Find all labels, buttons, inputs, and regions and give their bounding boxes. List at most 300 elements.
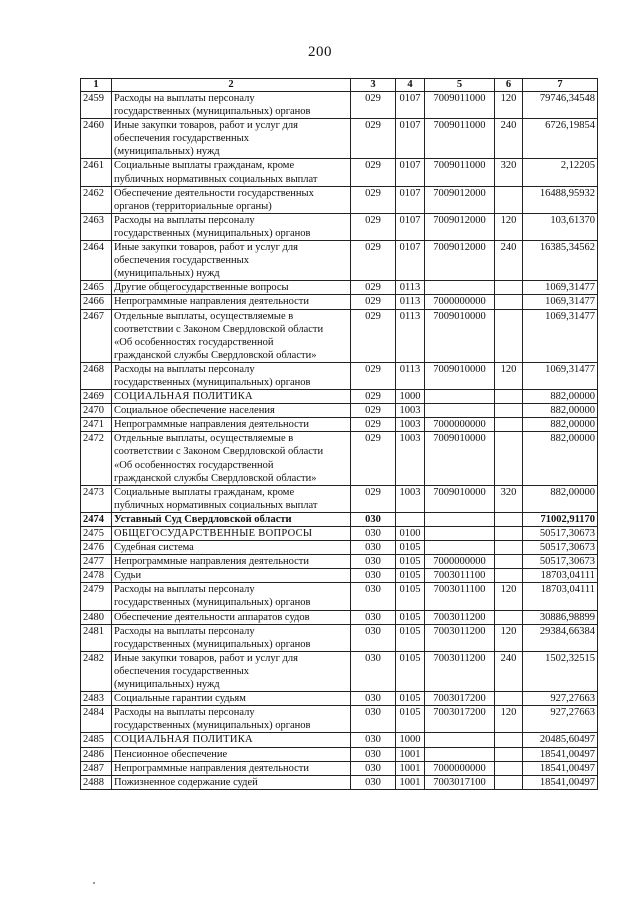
expense-type-code bbox=[495, 418, 523, 432]
row-number: 2472 bbox=[81, 432, 112, 485]
table-row bbox=[81, 706, 598, 733]
amount: 50517,30673 bbox=[523, 555, 598, 569]
description-line: Пенсионное обеспечение bbox=[114, 748, 228, 760]
description-line: государственных (муниципальных) органов bbox=[114, 597, 311, 609]
amount: 927,27663 bbox=[523, 692, 598, 706]
ministry-code: 030 bbox=[351, 775, 396, 789]
table-row bbox=[81, 527, 598, 541]
ministry-code: 029 bbox=[351, 241, 396, 281]
expense-type-code: 120 bbox=[495, 213, 523, 240]
table-row bbox=[81, 761, 598, 775]
target-article-code: 7009010000 bbox=[425, 362, 495, 389]
row-number: 2476 bbox=[81, 541, 112, 555]
section-code: 1000 bbox=[396, 733, 425, 747]
expense-type-code: 320 bbox=[495, 159, 523, 186]
header-col-5: 5 bbox=[425, 79, 495, 92]
description-line: Отдельные выплаты, осуществляемые в bbox=[114, 310, 294, 322]
ministry-code: 029 bbox=[351, 186, 396, 213]
header-col-7: 7 bbox=[523, 79, 598, 92]
ministry-code: 029 bbox=[351, 295, 396, 309]
row-description bbox=[112, 555, 351, 569]
section-code: 0107 bbox=[396, 241, 425, 281]
description-line: государственных (муниципальных) органов bbox=[114, 106, 311, 118]
row-description bbox=[112, 362, 351, 389]
ministry-code: 029 bbox=[351, 362, 396, 389]
section-code: 1003 bbox=[396, 404, 425, 418]
expense-type-code bbox=[495, 555, 523, 569]
target-article-code: 7003017100 bbox=[425, 775, 495, 789]
target-article-code: 7003017200 bbox=[425, 692, 495, 706]
table-row bbox=[81, 159, 598, 186]
description-line: Социальные выплаты гражданам, кроме bbox=[114, 486, 295, 498]
header-col-1: 1 bbox=[81, 79, 112, 92]
page-number: 200 bbox=[308, 44, 332, 60]
row-number: 2482 bbox=[81, 651, 112, 691]
table-row bbox=[81, 92, 598, 119]
row-description bbox=[112, 569, 351, 583]
ministry-code: 030 bbox=[351, 706, 396, 733]
row-number: 2465 bbox=[81, 281, 112, 295]
ministry-code: 029 bbox=[351, 432, 396, 485]
row-number: 2471 bbox=[81, 418, 112, 432]
section-code: 0107 bbox=[396, 186, 425, 213]
table-row bbox=[81, 432, 598, 485]
description-line: соответствии с Законом Свердловской области bbox=[114, 446, 324, 458]
table-row bbox=[81, 512, 598, 526]
target-article-code: 7003011100 bbox=[425, 583, 495, 610]
description-line: обеспечения государственных bbox=[114, 665, 249, 677]
target-article-code: 7009012000 bbox=[425, 241, 495, 281]
expense-type-code: 240 bbox=[495, 241, 523, 281]
row-description bbox=[112, 390, 351, 404]
row-description bbox=[112, 651, 351, 691]
ministry-code: 029 bbox=[351, 309, 396, 362]
section-code: 0105 bbox=[396, 651, 425, 691]
target-article-code bbox=[425, 747, 495, 761]
row-number: 2479 bbox=[81, 583, 112, 610]
description-line: обеспечения государственных bbox=[114, 255, 249, 267]
expense-type-code bbox=[495, 692, 523, 706]
target-article-code: 7009012000 bbox=[425, 213, 495, 240]
amount: 16385,34562 bbox=[523, 241, 598, 281]
ministry-code: 029 bbox=[351, 119, 396, 159]
row-description bbox=[112, 512, 351, 526]
row-description bbox=[112, 747, 351, 761]
row-number: 2462 bbox=[81, 186, 112, 213]
ministry-code: 030 bbox=[351, 541, 396, 555]
row-number: 2464 bbox=[81, 241, 112, 281]
row-number: 2486 bbox=[81, 747, 112, 761]
row-description bbox=[112, 541, 351, 555]
section-code: 0105 bbox=[396, 555, 425, 569]
expense-type-code bbox=[495, 309, 523, 362]
target-article-code bbox=[425, 541, 495, 555]
expense-type-code bbox=[495, 404, 523, 418]
description-line: Обеспечение деятельности государственных bbox=[114, 187, 314, 199]
description-line: Расходы на выплаты персоналу bbox=[114, 214, 255, 226]
table-row bbox=[81, 555, 598, 569]
target-article-code: 7003011200 bbox=[425, 610, 495, 624]
expense-type-code: 240 bbox=[495, 651, 523, 691]
description-line: (муниципальных) нужд bbox=[114, 679, 220, 691]
expense-type-code: 120 bbox=[495, 92, 523, 119]
table-row bbox=[81, 775, 598, 789]
amount: 18541,00497 bbox=[523, 761, 598, 775]
target-article-code bbox=[425, 527, 495, 541]
target-article-code: 7000000000 bbox=[425, 555, 495, 569]
section-code: 0113 bbox=[396, 295, 425, 309]
expense-type-code bbox=[495, 569, 523, 583]
ministry-code: 030 bbox=[351, 761, 396, 775]
description-line: СОЦИАЛЬНАЯ ПОЛИТИКА bbox=[114, 391, 253, 403]
target-article-code: 7009011000 bbox=[425, 92, 495, 119]
table-row bbox=[81, 651, 598, 691]
ministry-code: 029 bbox=[351, 213, 396, 240]
row-description bbox=[112, 761, 351, 775]
section-code: 0105 bbox=[396, 583, 425, 610]
row-description bbox=[112, 624, 351, 651]
table-row bbox=[81, 390, 598, 404]
ministry-code: 030 bbox=[351, 527, 396, 541]
target-article-code: 7000000000 bbox=[425, 295, 495, 309]
ministry-code: 029 bbox=[351, 485, 396, 512]
section-code: 0107 bbox=[396, 159, 425, 186]
amount: 18541,00497 bbox=[523, 747, 598, 761]
table-row bbox=[81, 747, 598, 761]
table-body bbox=[81, 92, 598, 790]
ministry-code: 030 bbox=[351, 692, 396, 706]
expense-type-code bbox=[495, 295, 523, 309]
amount: 18703,04111 bbox=[523, 569, 598, 583]
row-description bbox=[112, 485, 351, 512]
ministry-code: 029 bbox=[351, 281, 396, 295]
expense-type-code: 320 bbox=[495, 485, 523, 512]
amount: 2,12205 bbox=[523, 159, 598, 186]
section-code: 0105 bbox=[396, 624, 425, 651]
section-code: 1003 bbox=[396, 432, 425, 485]
description-line: ОБЩЕГОСУДАРСТВЕННЫЕ ВОПРОСЫ bbox=[114, 528, 313, 539]
description-line: Социальное обеспечение населения bbox=[114, 405, 275, 417]
ministry-code: 030 bbox=[351, 747, 396, 761]
amount: 30886,98899 bbox=[523, 610, 598, 624]
description-line: Расходы на выплаты персоналу bbox=[114, 584, 255, 596]
amount: 1069,31477 bbox=[523, 309, 598, 362]
description-line: государственных (муниципальных) органов bbox=[114, 720, 311, 732]
amount: 18703,04111 bbox=[523, 583, 598, 610]
expense-type-code bbox=[495, 747, 523, 761]
row-description bbox=[112, 733, 351, 747]
section-code: 0105 bbox=[396, 569, 425, 583]
amount: 29384,66384 bbox=[523, 624, 598, 651]
expense-type-code bbox=[495, 610, 523, 624]
amount: 927,27663 bbox=[523, 706, 598, 733]
table-row bbox=[81, 624, 598, 651]
row-number: 2475 bbox=[81, 527, 112, 541]
description-line: Расходы на выплаты персоналу bbox=[114, 93, 255, 104]
section-code bbox=[396, 512, 425, 526]
row-number: 2470 bbox=[81, 404, 112, 418]
table-row bbox=[81, 186, 598, 213]
row-number: 2461 bbox=[81, 159, 112, 186]
amount: 1069,31477 bbox=[523, 295, 598, 309]
row-description bbox=[112, 92, 351, 119]
expense-type-code bbox=[495, 390, 523, 404]
description-line: государственных (муниципальных) органов bbox=[114, 227, 311, 239]
table-row bbox=[81, 610, 598, 624]
row-description bbox=[112, 159, 351, 186]
row-number: 2474 bbox=[81, 512, 112, 526]
section-code: 0107 bbox=[396, 119, 425, 159]
row-number: 2477 bbox=[81, 555, 112, 569]
row-description bbox=[112, 186, 351, 213]
expense-type-code bbox=[495, 512, 523, 526]
section-code: 0105 bbox=[396, 541, 425, 555]
ministry-code: 030 bbox=[351, 555, 396, 569]
target-article-code: 7003017200 bbox=[425, 706, 495, 733]
description-line: (муниципальных) нужд bbox=[114, 146, 220, 158]
expense-type-code: 120 bbox=[495, 362, 523, 389]
row-number: 2481 bbox=[81, 624, 112, 651]
description-line: Иные закупки товаров, работ и услуг для bbox=[114, 120, 298, 132]
expense-type-code: 240 bbox=[495, 119, 523, 159]
expense-type-code bbox=[495, 432, 523, 485]
header-col-4: 4 bbox=[396, 79, 425, 92]
description-line: Судьи bbox=[114, 570, 142, 582]
ministry-code: 030 bbox=[351, 651, 396, 691]
row-description bbox=[112, 295, 351, 309]
row-description bbox=[112, 281, 351, 295]
description-line: публичных нормативных социальных выплат bbox=[114, 173, 318, 185]
ministry-code: 030 bbox=[351, 610, 396, 624]
amount: 50517,30673 bbox=[523, 527, 598, 541]
target-article-code: 7003011200 bbox=[425, 624, 495, 651]
description-line: органов (территориальные органы) bbox=[114, 200, 272, 212]
table-row bbox=[81, 213, 598, 240]
target-article-code: 7000000000 bbox=[425, 761, 495, 775]
ministry-code: 029 bbox=[351, 92, 396, 119]
table-row bbox=[81, 541, 598, 555]
target-article-code: 7009010000 bbox=[425, 485, 495, 512]
ministry-code: 029 bbox=[351, 418, 396, 432]
amount: 50517,30673 bbox=[523, 541, 598, 555]
budget-table bbox=[80, 78, 598, 790]
ministry-code: 030 bbox=[351, 583, 396, 610]
description-line: гражданской службы Свердловской области» bbox=[114, 349, 317, 361]
row-number: 2484 bbox=[81, 706, 112, 733]
description-line: Непрограммные направления деятельности bbox=[114, 419, 310, 431]
section-code: 1001 bbox=[396, 775, 425, 789]
amount: 1069,31477 bbox=[523, 362, 598, 389]
row-number: 2487 bbox=[81, 761, 112, 775]
row-description bbox=[112, 706, 351, 733]
table-row bbox=[81, 281, 598, 295]
row-number: 2473 bbox=[81, 485, 112, 512]
row-description bbox=[112, 775, 351, 789]
table-row bbox=[81, 583, 598, 610]
row-number: 2460 bbox=[81, 119, 112, 159]
amount: 1502,32515 bbox=[523, 651, 598, 691]
ministry-code: 029 bbox=[351, 390, 396, 404]
table-row bbox=[81, 733, 598, 747]
amount: 6726,19854 bbox=[523, 119, 598, 159]
row-description bbox=[112, 404, 351, 418]
description-line: обеспечения государственных bbox=[114, 133, 249, 145]
section-code: 0113 bbox=[396, 309, 425, 362]
description-line: гражданской службы Свердловской области» bbox=[114, 472, 317, 484]
amount: 103,61370 bbox=[523, 213, 598, 240]
table-row bbox=[81, 569, 598, 583]
amount: 882,00000 bbox=[523, 432, 598, 485]
row-description bbox=[112, 241, 351, 281]
description-line: Уставный Суд Свердловской области bbox=[114, 513, 292, 525]
row-number: 2469 bbox=[81, 390, 112, 404]
expense-type-code: 120 bbox=[495, 706, 523, 733]
ministry-code: 030 bbox=[351, 624, 396, 651]
section-code: 0113 bbox=[396, 281, 425, 295]
row-description bbox=[112, 527, 351, 541]
description-line: Иные закупки товаров, работ и услуг для bbox=[114, 652, 298, 664]
table-row bbox=[81, 295, 598, 309]
target-article-code: 7000000000 bbox=[425, 418, 495, 432]
amount: 18541,00497 bbox=[523, 775, 598, 789]
description-line: Непрограммные направления деятельности bbox=[114, 556, 310, 568]
table-row bbox=[81, 485, 598, 512]
target-article-code bbox=[425, 404, 495, 418]
section-code: 0105 bbox=[396, 692, 425, 706]
ministry-code: 030 bbox=[351, 512, 396, 526]
description-line: Отдельные выплаты, осуществляемые в bbox=[114, 433, 294, 445]
row-number: 2466 bbox=[81, 295, 112, 309]
row-description bbox=[112, 418, 351, 432]
ministry-code: 030 bbox=[351, 733, 396, 747]
target-article-code bbox=[425, 281, 495, 295]
target-article-code: 7003011100 bbox=[425, 569, 495, 583]
expense-type-code: 120 bbox=[495, 624, 523, 651]
section-code: 1001 bbox=[396, 747, 425, 761]
row-number: 2478 bbox=[81, 569, 112, 583]
amount: 1069,31477 bbox=[523, 281, 598, 295]
target-article-code bbox=[425, 512, 495, 526]
expense-type-code bbox=[495, 775, 523, 789]
target-article-code: 7009010000 bbox=[425, 309, 495, 362]
description-line: государственных (муниципальных) органов bbox=[114, 638, 311, 650]
description-line: Судебная система bbox=[114, 542, 194, 554]
description-line: публичных нормативных социальных выплат bbox=[114, 499, 318, 511]
description-line: Расходы на выплаты персоналу bbox=[114, 707, 255, 719]
description-line: Иные закупки товаров, работ и услуг для bbox=[114, 242, 298, 254]
expense-type-code bbox=[495, 541, 523, 555]
row-description bbox=[112, 309, 351, 362]
table-row bbox=[81, 404, 598, 418]
table-row bbox=[81, 309, 598, 362]
row-number: 2467 bbox=[81, 309, 112, 362]
section-code: 0105 bbox=[396, 610, 425, 624]
expense-type-code: 120 bbox=[495, 583, 523, 610]
section-code: 1000 bbox=[396, 390, 425, 404]
description-line: Расходы на выплаты персоналу bbox=[114, 625, 255, 637]
amount: 79746,34548 bbox=[523, 92, 598, 119]
table-row bbox=[81, 692, 598, 706]
table-row bbox=[81, 119, 598, 159]
table-row bbox=[81, 418, 598, 432]
row-description bbox=[112, 692, 351, 706]
header-col-6: 6 bbox=[495, 79, 523, 92]
amount: 20485,60497 bbox=[523, 733, 598, 747]
row-description bbox=[112, 583, 351, 610]
section-code: 1003 bbox=[396, 418, 425, 432]
description-line: Непрограммные направления деятельности bbox=[114, 762, 310, 774]
row-number: 2459 bbox=[81, 92, 112, 119]
header-col-2: 2 bbox=[112, 79, 351, 92]
row-description bbox=[112, 610, 351, 624]
amount: 882,00000 bbox=[523, 485, 598, 512]
expense-type-code bbox=[495, 527, 523, 541]
target-article-code: 7003011200 bbox=[425, 651, 495, 691]
scan-speck bbox=[93, 882, 95, 884]
description-line: СОЦИАЛЬНАЯ ПОЛИТИКА bbox=[114, 734, 253, 746]
section-code: 0107 bbox=[396, 213, 425, 240]
row-number: 2485 bbox=[81, 733, 112, 747]
section-code: 0113 bbox=[396, 362, 425, 389]
description-line: Другие общегосударственные вопросы bbox=[114, 282, 289, 294]
description-line: (муниципальных) нужд bbox=[114, 268, 220, 280]
description-line: государственных (муниципальных) органов bbox=[114, 376, 311, 388]
description-line: Расходы на выплаты персоналу bbox=[114, 363, 255, 375]
row-number: 2463 bbox=[81, 213, 112, 240]
expense-type-code bbox=[495, 761, 523, 775]
section-code: 0105 bbox=[396, 706, 425, 733]
target-article-code: 7009011000 bbox=[425, 159, 495, 186]
row-number: 2468 bbox=[81, 362, 112, 389]
row-description bbox=[112, 119, 351, 159]
description-line: Социальные гарантии судьям bbox=[114, 693, 246, 705]
row-number: 2483 bbox=[81, 692, 112, 706]
row-description bbox=[112, 432, 351, 485]
target-article-code bbox=[425, 390, 495, 404]
description-line: соответствии с Законом Свердловской области bbox=[114, 323, 324, 335]
header-row bbox=[81, 79, 598, 92]
row-description bbox=[112, 213, 351, 240]
description-line: «Об особенностях государственной bbox=[114, 459, 274, 471]
amount: 71002,91170 bbox=[523, 512, 598, 526]
header-col-3: 3 bbox=[351, 79, 396, 92]
description-line: «Об особенностях государственной bbox=[114, 336, 274, 348]
expense-type-code bbox=[495, 186, 523, 213]
section-code: 1001 bbox=[396, 761, 425, 775]
target-article-code: 7009011000 bbox=[425, 119, 495, 159]
amount: 882,00000 bbox=[523, 390, 598, 404]
target-article-code: 7009012000 bbox=[425, 186, 495, 213]
description-line: Пожизненное содержание судей bbox=[114, 776, 258, 788]
section-code: 1003 bbox=[396, 485, 425, 512]
description-line: Непрограммные направления деятельности bbox=[114, 296, 310, 308]
target-article-code bbox=[425, 733, 495, 747]
expense-type-code bbox=[495, 281, 523, 295]
amount: 16488,95932 bbox=[523, 186, 598, 213]
amount: 882,00000 bbox=[523, 404, 598, 418]
row-number: 2488 bbox=[81, 775, 112, 789]
table-row bbox=[81, 362, 598, 389]
target-article-code: 7009010000 bbox=[425, 432, 495, 485]
table-row bbox=[81, 241, 598, 281]
expense-type-code bbox=[495, 733, 523, 747]
amount: 882,00000 bbox=[523, 418, 598, 432]
section-code: 0100 bbox=[396, 527, 425, 541]
description-line: Обеспечение деятельности аппаратов судов bbox=[114, 611, 310, 623]
section-code: 0107 bbox=[396, 92, 425, 119]
description-line: Социальные выплаты гражданам, кроме bbox=[114, 160, 295, 172]
row-number: 2480 bbox=[81, 610, 112, 624]
